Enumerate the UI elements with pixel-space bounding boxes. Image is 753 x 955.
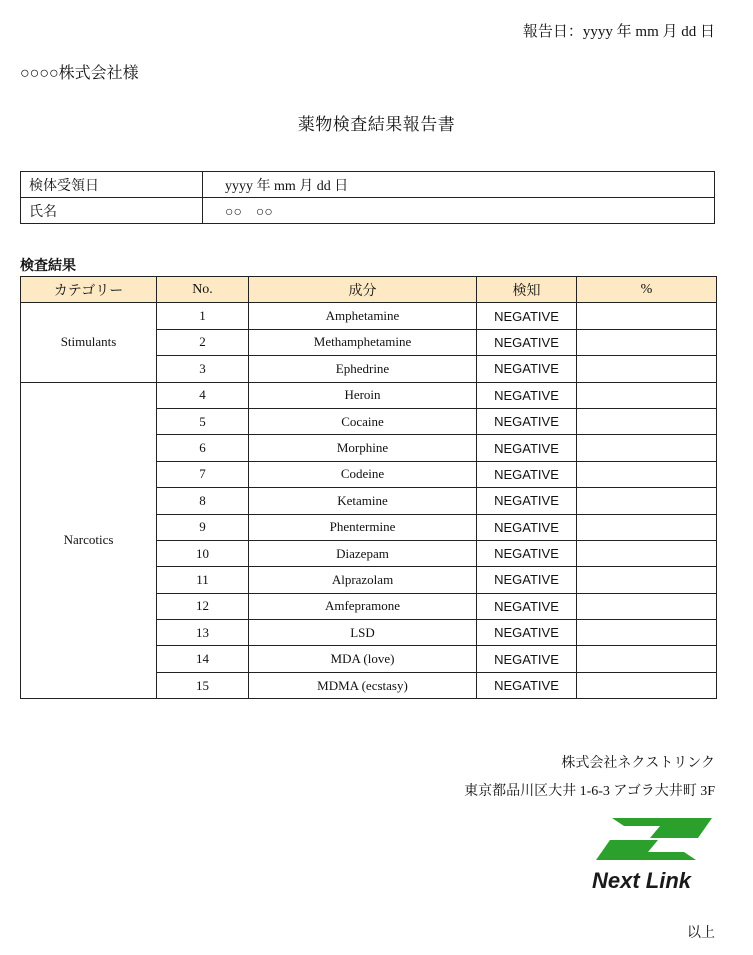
percent-cell — [577, 382, 717, 408]
substance-cell: Heroin — [249, 382, 477, 408]
specimen-info-table — [20, 171, 715, 224]
substance-cell: MDA (love) — [249, 646, 477, 672]
row-number-cell: 12 — [157, 593, 249, 619]
detection-cell: NEGATIVE — [477, 435, 577, 461]
page-title: 薬物検査結果報告書 — [297, 115, 456, 134]
info-value: yyyy 年 mm 月 dd 日 — [203, 172, 715, 198]
row-number-cell: 9 — [157, 514, 249, 540]
logo-text: Next Link — [592, 868, 692, 893]
row-number-cell: 8 — [157, 488, 249, 514]
row-number-cell: 14 — [157, 646, 249, 672]
logo-mark-icon — [612, 818, 712, 838]
results-body — [21, 303, 717, 699]
column-header-category: カテゴリー — [21, 277, 157, 303]
row-number-cell: 7 — [157, 461, 249, 487]
row-number-cell: 4 — [157, 382, 249, 408]
percent-cell — [577, 672, 717, 698]
substance-cell: Ketamine — [249, 488, 477, 514]
percent-cell — [577, 620, 717, 646]
detection-cell: NEGATIVE — [477, 672, 577, 698]
row-number-cell: 13 — [157, 620, 249, 646]
end-mark: 以上 — [687, 926, 715, 941]
substance-cell: Methamphetamine — [249, 329, 477, 355]
detection-cell: NEGATIVE — [477, 567, 577, 593]
column-header-substance: 成分 — [249, 277, 477, 303]
detection-cell: NEGATIVE — [477, 408, 577, 434]
percent-cell — [577, 567, 717, 593]
substance-cell: MDMA (ecstasy) — [249, 672, 477, 698]
detection-cell: NEGATIVE — [477, 620, 577, 646]
percent-cell — [577, 435, 717, 461]
results-heading: 検査結果 — [20, 258, 76, 274]
row-number-cell: 3 — [157, 356, 249, 382]
detection-cell: NEGATIVE — [477, 461, 577, 487]
percent-cell — [577, 540, 717, 566]
detection-cell: NEGATIVE — [477, 356, 577, 382]
percent-cell — [577, 461, 717, 487]
substance-cell: Diazepam — [249, 540, 477, 566]
results-table — [20, 276, 717, 699]
detection-cell: NEGATIVE — [477, 329, 577, 355]
substance-cell: Amfepramone — [249, 593, 477, 619]
row-number-cell: 10 — [157, 540, 249, 566]
info-label: 検体受領日 — [21, 172, 203, 198]
column-header-percent: % — [577, 277, 717, 303]
company-name: 株式会社ネクストリンク — [561, 756, 715, 771]
row-number-cell: 5 — [157, 408, 249, 434]
percent-cell — [577, 593, 717, 619]
substance-cell: Phentermine — [249, 514, 477, 540]
substance-cell: Cocaine — [249, 408, 477, 434]
substance-cell: Morphine — [249, 435, 477, 461]
info-row-name — [21, 198, 715, 224]
detection-cell: NEGATIVE — [477, 488, 577, 514]
row-number-cell: 15 — [157, 672, 249, 698]
detection-cell: NEGATIVE — [477, 303, 577, 329]
table-row — [21, 303, 717, 329]
category-cell: Stimulants — [21, 303, 157, 382]
column-header-detection: 検知 — [477, 277, 577, 303]
info-label: 氏名 — [21, 198, 203, 224]
company-address: 東京都品川区大井 1-6-3 アゴラ大井町 3F — [464, 784, 715, 799]
info-value: ○○ ○○ — [203, 198, 715, 224]
category-cell: Narcotics — [21, 382, 157, 699]
row-number-cell: 1 — [157, 303, 249, 329]
detection-cell: NEGATIVE — [477, 593, 577, 619]
detection-cell: NEGATIVE — [477, 646, 577, 672]
percent-cell — [577, 356, 717, 382]
percent-cell — [577, 646, 717, 672]
detection-cell: NEGATIVE — [477, 540, 577, 566]
substance-cell: Amphetamine — [249, 303, 477, 329]
report-date: 報告日：yyyy 年 mm 月 dd 日 — [522, 24, 715, 40]
detection-cell: NEGATIVE — [477, 382, 577, 408]
row-number-cell: 6 — [157, 435, 249, 461]
row-number-cell: 2 — [157, 329, 249, 355]
percent-cell — [577, 329, 717, 355]
table-row — [21, 382, 717, 408]
row-number-cell: 11 — [157, 567, 249, 593]
recipient-company: ○○○○株式会社様 — [20, 65, 139, 82]
percent-cell — [577, 488, 717, 514]
detection-cell: NEGATIVE — [477, 514, 577, 540]
substance-cell: Ephedrine — [249, 356, 477, 382]
results-header-row — [21, 277, 717, 303]
substance-cell: Codeine — [249, 461, 477, 487]
info-row-received-date — [21, 172, 715, 198]
column-header-no: No. — [157, 277, 249, 303]
next-link-logo — [590, 812, 718, 894]
percent-cell — [577, 514, 717, 540]
percent-cell — [577, 408, 717, 434]
substance-cell: Alprazolam — [249, 567, 477, 593]
percent-cell — [577, 303, 717, 329]
substance-cell: LSD — [249, 620, 477, 646]
logo-mark-icon — [596, 840, 696, 860]
